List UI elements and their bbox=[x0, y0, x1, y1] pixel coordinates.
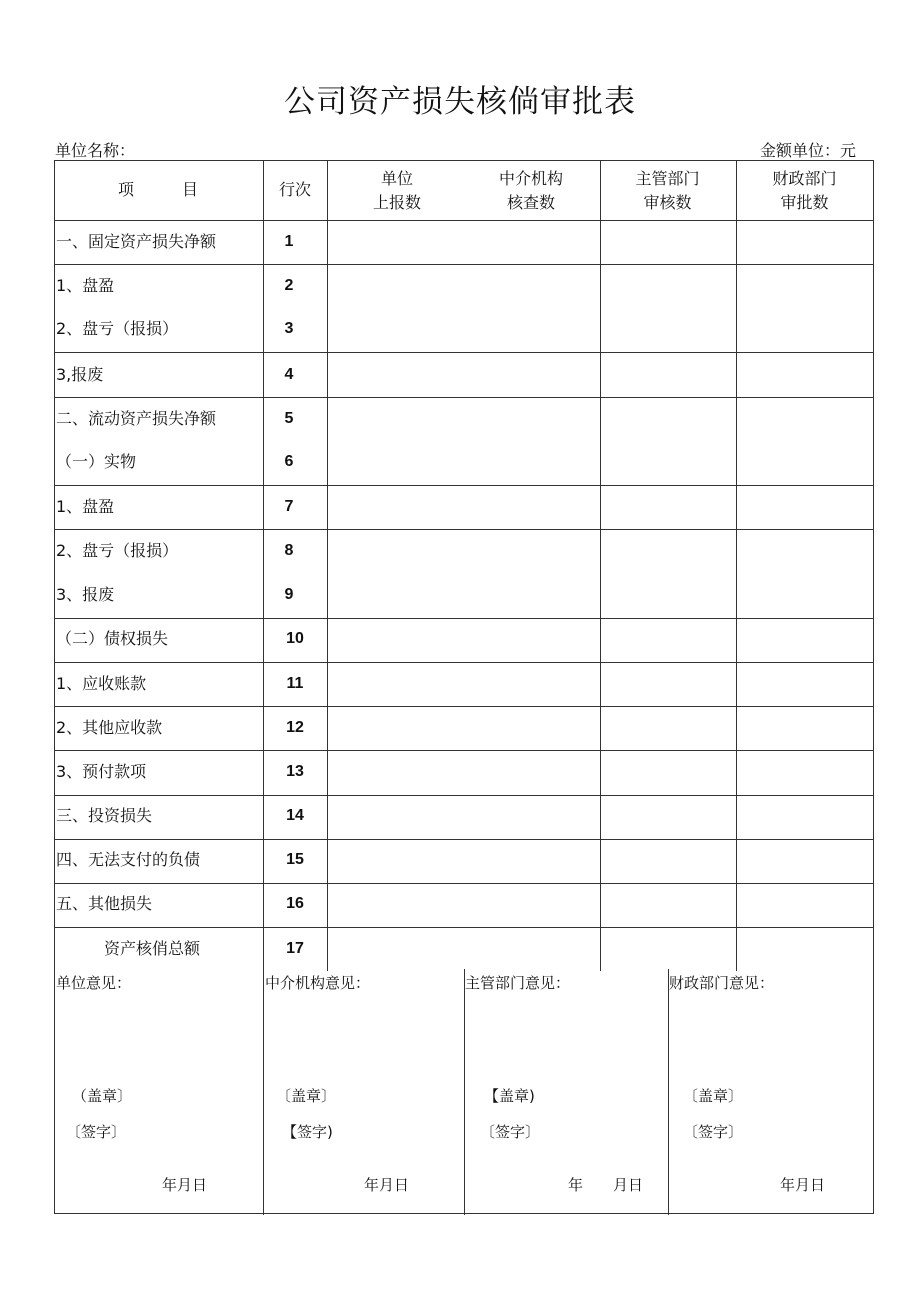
row-no-16: 16 bbox=[286, 895, 304, 912]
row-no-13: 13 bbox=[286, 763, 304, 780]
row-divider bbox=[55, 839, 873, 840]
row-divider bbox=[55, 352, 873, 353]
header-unit-line2: 上报数 bbox=[372, 193, 421, 212]
header-agency-line2: 核查数 bbox=[506, 193, 555, 212]
row-item-1: 一、固定资产损失净额 bbox=[56, 232, 217, 251]
unit-opinion-label: 单位意见： bbox=[56, 974, 132, 992]
finance-signature: 〔签字〕 bbox=[683, 1123, 744, 1141]
header-unit-line1: 单位 bbox=[380, 169, 413, 188]
row-item-12: 2、其他应收款 bbox=[56, 718, 163, 737]
row-divider bbox=[55, 662, 873, 663]
row-item-8: 2、盘亏（报损） bbox=[56, 541, 179, 560]
row-item-4: 3,报废 bbox=[56, 365, 104, 384]
row-item-9: 3、报废 bbox=[56, 585, 115, 604]
finance-opinion-label: 财政部门意见： bbox=[669, 974, 775, 992]
unit-name-label: 单位名称： bbox=[55, 141, 136, 160]
row-divider bbox=[55, 220, 873, 221]
row-item-15: 四、无法支付的负债 bbox=[56, 850, 201, 869]
supervisor-opinion-label: 主管部门意见： bbox=[465, 974, 571, 992]
row-no-4: 4 bbox=[284, 366, 294, 383]
unit-seal: （盖章〕 bbox=[72, 1087, 133, 1105]
row-divider bbox=[55, 485, 873, 486]
opinion-divider bbox=[464, 969, 465, 1215]
col-divider bbox=[600, 161, 601, 971]
row-no-6: 6 bbox=[284, 453, 294, 470]
row-item-3: 2、盘亏（报损） bbox=[56, 319, 179, 338]
header-finance-line2: 审批数 bbox=[780, 193, 829, 212]
row-divider bbox=[55, 618, 873, 619]
header-supervisor-line1: 主管部门 bbox=[635, 169, 700, 188]
col-divider bbox=[327, 161, 328, 971]
row-no-5: 5 bbox=[284, 410, 294, 427]
row-no-8: 8 bbox=[284, 542, 294, 559]
row-no-17: 17 bbox=[286, 940, 304, 957]
row-no-14: 14 bbox=[286, 807, 304, 824]
row-no-1: 1 bbox=[284, 233, 294, 250]
row-divider bbox=[55, 706, 873, 707]
row-no-3: 3 bbox=[284, 320, 294, 337]
row-item-11: 1、应收账款 bbox=[56, 674, 147, 693]
row-divider bbox=[55, 795, 873, 796]
currency-unit-label: 金额单位：元 bbox=[759, 141, 856, 160]
row-no-9: 9 bbox=[284, 586, 294, 603]
supervisor-seal: 【盖章) bbox=[484, 1087, 535, 1105]
supervisor-signature: 〔签字〕 bbox=[480, 1123, 541, 1141]
row-item-2: 1、盘盈 bbox=[56, 276, 115, 295]
row-item-10: （二）债权损失 bbox=[56, 629, 169, 648]
header-supervisor-line2: 审核数 bbox=[643, 193, 692, 212]
row-no-15: 15 bbox=[286, 851, 304, 868]
row-item-6: （一）实物 bbox=[56, 452, 137, 471]
row-divider bbox=[55, 397, 873, 398]
row-divider bbox=[55, 750, 873, 751]
header-agency-line1: 中介机构 bbox=[498, 169, 563, 188]
unit-date: 年月日 bbox=[162, 1176, 208, 1194]
row-item-14: 三、投资损失 bbox=[56, 806, 153, 825]
row-no-11: 11 bbox=[286, 675, 304, 692]
agency-signature: 【签字) bbox=[282, 1123, 333, 1141]
header-row-no: 行次 bbox=[278, 180, 311, 199]
row-divider bbox=[55, 529, 873, 530]
row-divider bbox=[55, 927, 873, 928]
agency-opinion-label: 中介机构意见： bbox=[265, 974, 371, 992]
agency-seal: 〔盖章〕 bbox=[276, 1087, 337, 1105]
row-no-10: 10 bbox=[286, 630, 304, 647]
unit-signature: 〔签字〕 bbox=[66, 1123, 127, 1141]
row-no-12: 12 bbox=[286, 719, 304, 736]
row-divider bbox=[55, 264, 873, 265]
agency-date: 年月日 bbox=[364, 1176, 410, 1194]
row-divider bbox=[55, 883, 873, 884]
supervisor-date: 年 月日 bbox=[568, 1176, 644, 1194]
row-item-7: 1、盘盈 bbox=[56, 497, 115, 516]
finance-date: 年月日 bbox=[780, 1176, 826, 1194]
row-item-16: 五、其他损失 bbox=[56, 894, 153, 913]
row-no-2: 2 bbox=[284, 277, 294, 294]
form-title: 公司资产损失核倘审批表 bbox=[284, 84, 636, 120]
col-divider bbox=[736, 161, 737, 971]
row-no-7: 7 bbox=[284, 498, 294, 515]
row-item-13: 3、预付款项 bbox=[56, 762, 147, 781]
row-item-5: 二、流动资产损失净额 bbox=[56, 409, 217, 428]
opinion-divider bbox=[263, 969, 264, 1215]
opinion-divider bbox=[668, 969, 669, 1215]
row-item-total: 资产核俏总额 bbox=[104, 939, 201, 958]
header-finance-line1: 财政部门 bbox=[772, 169, 837, 188]
finance-seal: 〔盖章〕 bbox=[683, 1087, 744, 1105]
header-item: 项 目 bbox=[117, 180, 198, 199]
